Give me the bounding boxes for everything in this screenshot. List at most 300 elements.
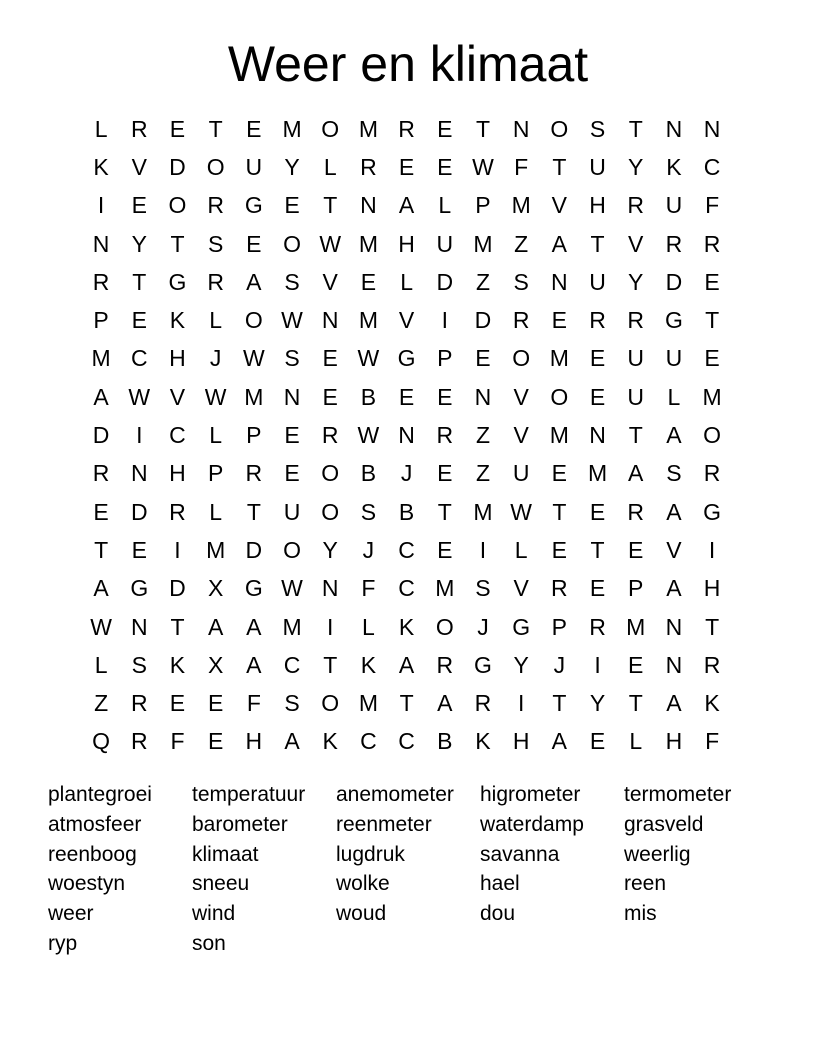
grid-letter[interactable]: M [549,422,569,449]
grid-letter[interactable]: D [169,575,186,602]
grid-letter[interactable]: U [589,268,606,295]
grid-letter[interactable]: E [551,307,568,334]
grid-letter[interactable]: Y [628,153,644,180]
grid-letter[interactable]: I [479,536,487,563]
grid-letter[interactable]: C [398,728,415,755]
grid-letter[interactable]: C [169,422,186,449]
grid-letter[interactable]: E [437,153,453,180]
grid-letter[interactable]: K [475,728,491,755]
grid-letter[interactable]: E [284,422,300,449]
grid-letter[interactable]: N [512,115,530,142]
grid-letter[interactable]: P [207,460,224,487]
grid-letter[interactable]: S [666,460,682,487]
grid-letter[interactable]: R [703,230,721,257]
grid-letter[interactable]: W [357,422,380,449]
grid-letter[interactable]: M [91,345,111,372]
grid-letter[interactable]: F [361,575,376,602]
grid-letter[interactable]: L [209,422,223,449]
grid-letter[interactable]: B [437,728,453,755]
grid-letter[interactable]: B [360,460,377,487]
grid-letter[interactable]: S [589,115,606,142]
grid-letter[interactable]: K [666,153,682,180]
grid-letter[interactable]: N [474,383,492,410]
grid-letter[interactable]: H [589,192,606,219]
grid-letter[interactable]: L [209,498,223,525]
grid-letter[interactable]: W [128,383,151,410]
grid-letter[interactable]: G [130,575,149,602]
grid-letter[interactable]: A [93,575,109,602]
grid-letter[interactable]: V [513,383,529,410]
grid-letter[interactable]: T [170,613,185,640]
grid-letter[interactable]: O [244,307,263,334]
grid-letter[interactable]: O [550,115,569,142]
word-list-item: temperatuur [192,783,306,806]
grid-letter[interactable]: E [207,728,224,755]
grid-letter[interactable]: O [321,460,340,487]
grid-letter[interactable]: A [666,575,682,602]
grid-letter[interactable]: C [360,728,377,755]
grid-letter[interactable]: Z [514,230,529,257]
grid-letter[interactable]: T [399,690,414,717]
grid-letter[interactable]: P [628,575,644,602]
grid-letter[interactable]: E [322,383,338,410]
grid-letter[interactable]: N [551,268,568,295]
grid-letter[interactable]: G [703,498,722,525]
grid-letter[interactable]: C [398,575,415,602]
grid-letter[interactable]: T [132,268,147,295]
grid-letter[interactable]: N [360,192,377,219]
grid-letter[interactable]: P [93,307,109,334]
grid-letter[interactable]: D [665,268,683,295]
grid-letter[interactable]: M [244,383,264,410]
grid-letter[interactable]: T [94,536,109,563]
grid-letter[interactable]: T [628,690,643,717]
grid-letter[interactable]: E [589,383,606,410]
grid-letter[interactable]: M [702,383,722,410]
grid-letter[interactable]: W [242,345,265,372]
grid-letter[interactable]: K [93,153,109,180]
word-list-item: atmosfeer [48,812,142,836]
grid-letter[interactable]: E [246,115,262,142]
grid-letter[interactable]: R [703,460,721,487]
grid-letter[interactable]: T [552,153,567,180]
grid-letter[interactable]: E [628,651,644,678]
grid-letter[interactable]: R [436,651,454,678]
grid-letter[interactable]: M [473,498,493,525]
grid-letter[interactable]: D [169,153,186,180]
grid-letter[interactable]: N [589,422,606,449]
grid-letter[interactable]: V [322,268,338,295]
grid-letter[interactable]: N [398,422,415,449]
grid-letter[interactable]: T [705,307,720,334]
grid-letter[interactable]: D [92,422,110,449]
grid-letter[interactable]: L [323,153,337,180]
grid-letter[interactable]: V [628,230,644,257]
grid-letter[interactable]: V [398,307,415,334]
grid-letter[interactable]: Z [475,422,490,449]
grid-letter[interactable]: R [474,690,492,717]
grid-letter[interactable]: E [589,728,606,755]
grid-letter[interactable]: T [628,115,643,142]
grid-letter[interactable]: U [245,153,263,180]
grid-letter[interactable]: W [319,230,342,257]
grid-letter[interactable]: T [208,115,223,142]
grid-letter[interactable]: A [551,230,568,257]
grid-letter[interactable]: N [703,115,721,142]
grid-letter[interactable]: L [514,536,528,563]
grid-letter[interactable]: K [704,690,720,717]
grid-letter[interactable]: R [665,230,683,257]
grid-letter[interactable]: L [400,268,413,295]
grid-letter[interactable]: I [97,192,105,219]
grid-letter[interactable]: E [437,460,453,487]
grid-letter[interactable]: R [130,690,148,717]
grid-letter[interactable]: P [551,613,568,640]
grid-letter[interactable]: T [628,422,643,449]
grid-letter[interactable]: E [437,536,453,563]
grid-letter[interactable]: O [435,613,454,640]
grid-letter[interactable]: M [206,536,226,563]
grid-letter[interactable]: T [705,613,720,640]
grid-letter[interactable]: E [169,115,186,142]
grid-letter[interactable]: M [549,345,569,372]
grid-letter[interactable]: Y [513,651,529,678]
grid-letter[interactable]: T [590,230,605,257]
grid-letter[interactable]: Y [131,230,147,257]
grid-letter[interactable]: U [589,153,606,180]
grid-letter[interactable]: R [92,460,110,487]
grid-letter[interactable]: O [321,115,340,142]
grid-letter[interactable]: V [169,383,186,410]
letter-grid [82,110,731,761]
grid-letter[interactable]: B [398,498,415,525]
grid-letter[interactable]: E [398,153,415,180]
grid-letter[interactable]: R [436,422,454,449]
grid-letter[interactable]: K [169,307,186,334]
grid-letter[interactable]: K [169,651,186,678]
grid-letter[interactable]: A [666,690,682,717]
grid-letter[interactable]: M [358,690,378,717]
grid-letter[interactable]: E [360,268,377,295]
grid-letter[interactable]: N [665,651,683,678]
grid-letter[interactable]: U [283,498,301,525]
grid-letter[interactable]: F [705,192,720,219]
grid-letter[interactable]: R [207,192,224,219]
grid-letter[interactable]: A [437,690,453,717]
grid-letter[interactable]: T [170,230,185,257]
grid-letter[interactable]: M [282,613,302,640]
grid-letter[interactable]: O [283,230,301,257]
grid-letter[interactable]: M [626,613,646,640]
grid-letter[interactable]: I [174,536,181,563]
grid-letter[interactable]: J [209,345,222,372]
grid-letter[interactable]: O [283,536,301,563]
grid-letter[interactable]: C [283,651,301,678]
grid-letter[interactable]: Z [94,690,109,717]
grid-letter[interactable]: W [281,575,303,602]
grid-letter[interactable]: L [94,115,108,142]
grid-letter[interactable]: K [322,728,338,755]
grid-letter[interactable]: H [665,728,683,755]
grid-letter[interactable]: T [323,192,338,219]
grid-letter[interactable]: R [130,115,148,142]
grid-letter[interactable]: E [284,460,300,487]
grid-letter[interactable]: N [321,575,339,602]
grid-letter[interactable]: L [629,728,643,755]
grid-letter[interactable]: E [246,230,262,257]
grid-letter[interactable]: T [552,690,567,717]
grid-letter[interactable]: Z [475,268,490,295]
grid-letter[interactable]: E [589,498,606,525]
grid-letter[interactable]: K [360,651,377,678]
grid-letter[interactable]: P [437,345,453,372]
grid-letter[interactable]: I [594,651,601,678]
grid-letter[interactable]: R [512,307,530,334]
grid-letter[interactable]: K [398,613,415,640]
grid-letter[interactable]: R [589,307,606,334]
grid-letter[interactable]: A [207,613,224,640]
grid-letter[interactable]: S [475,575,491,602]
grid-letter[interactable]: D [245,536,263,563]
grid-letter[interactable]: E [398,383,415,410]
grid-letter[interactable]: O [206,153,225,180]
grid-letter[interactable]: E [628,536,644,563]
grid-letter[interactable]: V [551,192,568,219]
grid-letter[interactable]: M [435,575,455,602]
grid-letter[interactable]: I [441,307,448,334]
grid-letter[interactable]: Q [92,728,111,755]
word-list-item: reen [624,872,667,896]
grid-letter[interactable]: N [130,613,148,640]
grid-letter[interactable]: H [169,345,186,372]
grid-letter[interactable]: H [169,460,186,487]
grid-letter[interactable]: R [627,498,645,525]
grid-letter[interactable]: A [93,383,109,410]
grid-letter[interactable]: N [130,460,148,487]
grid-letter[interactable]: C [398,536,415,563]
grid-letter[interactable]: E [589,345,606,372]
grid-letter[interactable]: G [168,268,187,295]
grid-letter[interactable]: R [321,422,339,449]
grid-letter[interactable]: S [131,651,147,678]
grid-letter[interactable]: A [628,460,644,487]
grid-letter[interactable]: A [398,192,415,219]
grid-letter[interactable]: E [131,192,147,219]
grid-letter[interactable]: Y [284,153,300,180]
grid-letter[interactable]: L [667,383,681,410]
word-list-item: anemometer [336,783,454,806]
grid-letter[interactable]: N [665,613,683,640]
word-list-item: wolke [336,872,390,896]
grid-letter[interactable]: Y [589,690,606,717]
grid-letter[interactable]: U [436,230,454,257]
grid-letter[interactable]: F [705,728,720,755]
grid-letter[interactable]: E [169,690,186,717]
grid-letter[interactable]: M [473,230,493,257]
grid-letter[interactable]: I [517,690,525,717]
grid-letter[interactable]: N [665,115,683,142]
grid-letter[interactable]: D [130,498,148,525]
word-list-item: grasveld [624,812,704,836]
grid-letter[interactable]: R [703,651,721,678]
grid-letter[interactable]: H [245,728,263,755]
grid-letter[interactable]: E [704,268,720,295]
grid-letter[interactable]: T [246,498,261,525]
grid-letter[interactable]: P [246,422,262,449]
grid-letter[interactable]: R [245,460,263,487]
grid-letter[interactable]: T [590,536,605,563]
grid-letter[interactable]: R [551,575,568,602]
grid-letter[interactable]: O [168,192,187,219]
grid-letter[interactable]: W [357,345,380,372]
grid-letter[interactable]: J [553,651,566,678]
grid-letter[interactable]: D [436,268,454,295]
grid-letter[interactable]: E [475,345,491,372]
grid-letter[interactable]: I [327,613,334,640]
grid-letter[interactable]: E [322,345,338,372]
grid-letter[interactable]: M [358,230,378,257]
grid-letter[interactable]: R [589,613,606,640]
grid-letter[interactable]: U [512,460,530,487]
grid-letter[interactable]: N [283,383,301,410]
grid-letter[interactable]: L [362,613,375,640]
grid-letter[interactable]: G [244,575,263,602]
grid-letter[interactable]: S [284,268,300,295]
grid-letter[interactable]: M [282,115,302,142]
grid-letter[interactable]: T [475,115,490,142]
grid-letter[interactable]: A [246,613,262,640]
grid-letter[interactable]: V [513,422,529,449]
grid-letter[interactable]: H [703,575,721,602]
grid-letter[interactable]: E [284,192,300,219]
grid-letter[interactable]: O [703,422,722,449]
grid-letter[interactable]: M [587,460,608,487]
grid-letter[interactable]: U [627,383,645,410]
grid-letter[interactable]: A [398,651,415,678]
grid-letter[interactable]: G [512,613,531,640]
grid-letter[interactable]: R [398,115,415,142]
grid-letter[interactable]: T [323,651,338,678]
grid-letter[interactable]: S [513,268,529,295]
grid-letter[interactable]: R [169,498,186,525]
grid-letter[interactable]: G [244,192,263,219]
grid-letter[interactable]: R [207,268,224,295]
grid-letter[interactable]: O [512,345,531,372]
grid-letter[interactable]: N [92,230,110,257]
grid-letter[interactable]: F [170,728,185,755]
word-list-item: waterdamp [480,812,584,836]
grid-letter[interactable]: V [513,575,529,602]
grid-letter[interactable]: A [284,728,300,755]
grid-letter[interactable]: R [360,153,377,180]
grid-letter[interactable]: Y [628,268,644,295]
grid-letter[interactable]: F [514,153,529,180]
grid-letter[interactable]: A [246,268,262,295]
grid-letter[interactable]: U [665,345,683,372]
grid-letter[interactable]: S [284,690,300,717]
grid-letter[interactable]: I [708,536,716,563]
grid-letter[interactable]: U [627,345,645,372]
grid-letter[interactable]: W [510,498,533,525]
grid-letter[interactable]: X [207,575,224,602]
grid-letter[interactable]: D [474,307,492,334]
grid-letter[interactable]: O [321,690,340,717]
grid-letter[interactable]: W [472,153,494,180]
grid-letter[interactable]: L [209,307,223,334]
grid-letter[interactable]: F [246,690,261,717]
grid-letter[interactable]: A [246,651,262,678]
grid-letter[interactable]: B [360,383,377,410]
grid-letter[interactable]: E [589,575,606,602]
grid-letter[interactable]: E [551,460,568,487]
word-list-item: sneeu [192,872,250,896]
grid-letter[interactable]: C [130,345,148,372]
grid-letter[interactable]: Z [475,460,490,487]
grid-letter[interactable]: E [704,345,720,372]
grid-letter[interactable]: E [131,536,147,563]
grid-letter[interactable]: X [207,651,224,678]
grid-letter[interactable]: E [93,498,109,525]
grid-letter[interactable]: M [358,115,378,142]
grid-letter[interactable]: E [437,115,453,142]
grid-letter[interactable]: M [358,307,378,334]
grid-letter[interactable]: T [437,498,452,525]
grid-letter[interactable]: J [362,536,375,563]
grid-letter[interactable]: E [131,307,147,334]
word-list-item: weer [48,902,94,926]
grid-letter[interactable]: A [666,422,682,449]
grid-letter[interactable]: G [664,307,683,334]
grid-letter[interactable]: V [131,153,147,180]
grid-letter[interactable]: G [397,345,416,372]
grid-letter[interactable]: U [665,192,683,219]
grid-letter[interactable]: S [360,498,377,525]
grid-letter[interactable]: W [281,307,303,334]
grid-letter[interactable]: R [92,268,110,295]
grid-letter[interactable]: M [511,192,531,219]
grid-letter[interactable]: R [627,307,645,334]
grid-letter[interactable]: G [474,651,492,678]
grid-letter[interactable]: S [207,230,224,257]
grid-letter[interactable]: C [703,153,721,180]
grid-letter[interactable]: S [284,345,300,372]
grid-letter[interactable]: A [551,728,568,755]
grid-letter[interactable]: L [438,192,452,219]
grid-letter[interactable]: P [475,192,491,219]
grid-letter[interactable]: R [627,192,645,219]
grid-letter[interactable]: J [400,460,413,487]
grid-letter[interactable]: T [552,498,567,525]
grid-letter[interactable]: H [512,728,530,755]
grid-letter[interactable]: A [666,498,682,525]
word-list-item: savanna [480,842,560,866]
grid-letter[interactable]: W [90,613,112,640]
grid-letter[interactable]: J [477,613,489,640]
grid-letter[interactable]: H [398,230,415,257]
grid-letter[interactable]: E [551,536,568,563]
grid-letter[interactable]: V [666,536,682,563]
grid-letter[interactable]: O [321,498,340,525]
grid-letter[interactable]: L [94,651,108,678]
grid-letter[interactable]: Y [322,536,338,563]
grid-letter[interactable]: O [550,383,569,410]
grid-letter[interactable]: E [437,383,453,410]
grid-letter[interactable]: R [130,728,148,755]
grid-letter[interactable]: W [204,383,227,410]
grid-letter[interactable]: E [207,690,224,717]
grid-letter[interactable]: I [136,422,143,449]
grid-letter[interactable]: N [321,307,339,334]
